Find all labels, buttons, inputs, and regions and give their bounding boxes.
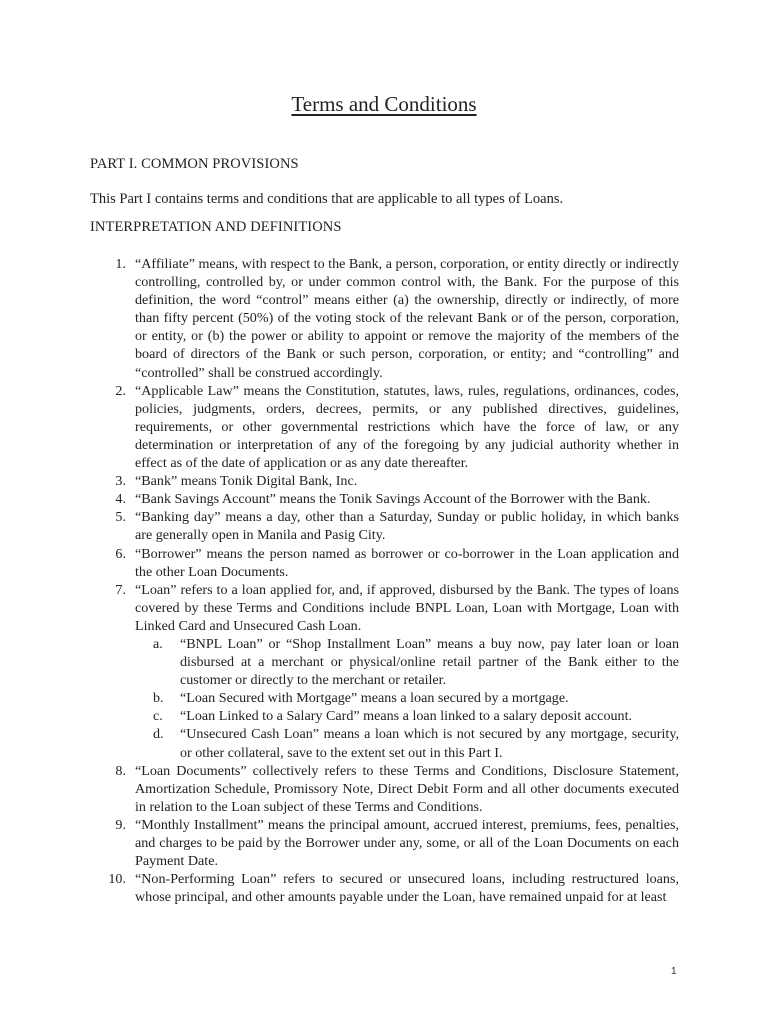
definition-number: 4.	[115, 491, 126, 508]
loan-type-item	[135, 689, 679, 707]
part-heading: PART I. COMMON PROVISIONS	[90, 156, 299, 172]
loan-type-item	[135, 707, 679, 725]
loan-type-letter: a.	[153, 635, 163, 652]
definition-item	[90, 581, 679, 762]
definition-text: “Banking day” means a day, other than a Saturday, Sunday or public holiday, in which banks are generally open in Manila and Pasig City.	[135, 509, 679, 544]
definition-number: 6.	[115, 545, 126, 562]
page-number: 1	[671, 966, 677, 977]
definition-item	[90, 816, 679, 870]
definition-text: “Affiliate” means, with respect to the Bank, a person, corporation, or entity directly or indirectly controlling, controlled by, or under common control with, the Bank. For the purpose of this definition, the word “control” means either (a) the ownership, directly or indirectly, of more than fifty percent (50%) of the voting stock of the relevant Bank or of the person, corporation, or entity, or (b) the power or ability to appoint or remove the majority of the members of the board of directors of the Bank or such person, corporation, or entity; and “controlling” and “controlled” shall be construed accordingly.	[135, 256, 679, 381]
definition-number: 10.	[108, 871, 126, 888]
definition-text: “Loan Documents” collectively refers to these Terms and Conditions, Disclosure Statement, Amortization Schedule, Promissory Note, Direct Debit Form and all other documents executed in relation to the Loan subject of these Terms and Conditions.	[135, 762, 679, 815]
section-heading: INTERPRETATION AND DEFINITIONS	[90, 219, 342, 235]
loan-types-list	[135, 635, 679, 762]
definition-item	[90, 490, 679, 508]
definition-text: “Loan” refers to a loan applied for, and, if approved, disbursed by the Bank. The types of loans covered by these Terms and Conditions include BNPL Loan, Loan with Mortgage, Loan with Linked Card and Unsecured Cash Loan.	[135, 581, 679, 634]
definition-item	[90, 382, 679, 472]
definition-number: 3.	[115, 473, 126, 490]
loan-type-text: “BNPL Loan” or “Shop Installment Loan” means a buy now, pay later loan or loan disbursed at a merchant or physical/online retail partner of the Bank either to the customer or directly to the merchant or retailer.	[180, 635, 679, 689]
definition-item	[90, 545, 679, 581]
definition-item	[90, 255, 679, 382]
definition-text: “Borrower” means the person named as borrower or co-borrower in the Loan application and the other Loan Documents.	[135, 545, 679, 580]
loan-type-text: “Loan Secured with Mortgage” means a loan secured by a mortgage.	[180, 690, 569, 707]
definition-number: 8.	[115, 762, 126, 779]
intro-paragraph: This Part I contains terms and conditions that are applicable to all types of Loans.	[90, 191, 564, 207]
definition-text: “Bank” means Tonik Digital Bank, Inc.	[135, 473, 358, 490]
document-title: Terms and Conditions	[291, 92, 477, 116]
definition-item	[90, 762, 679, 816]
definition-number: 7.	[115, 581, 126, 598]
loan-type-letter: b.	[153, 690, 164, 707]
loan-type-text: “Loan Linked to a Salary Card” means a loan linked to a salary deposit account.	[180, 708, 633, 725]
definition-item	[90, 870, 679, 906]
loan-type-item	[135, 635, 679, 689]
definition-number: 1.	[115, 256, 126, 272]
definition-text: “Monthly Installment” means the principal amount, accrued interest, premiums, fees, penalties, and charges to be paid by the Borrower under any, some, or all of the Loan Documents on each Payment Date.	[135, 816, 679, 870]
definition-text: “Bank Savings Account” means the Tonik Savings Account of the Borrower with the Bank.	[135, 491, 651, 508]
definition-number: 5.	[115, 509, 126, 526]
loan-type-text: “Unsecured Cash Loan” means a loan which is not secured by any mortgage, security, or other collateral, save to the extent set out in this Part I.	[180, 726, 679, 761]
definition-number: 9.	[115, 816, 126, 833]
loan-type-letter: c.	[153, 708, 163, 725]
definition-item	[90, 508, 679, 544]
definition-text: “Applicable Law” means the Constitution, statutes, laws, rules, regulations, ordinances, codes, policies, judgments, orders, decrees, permits, or any published directives, guidelines, requirements, or other governmental restrictions which have the force of law, or any determination or interpretation of any of the foregoing by any judicial authority whether in effect as of the date of application or as any date thereafter.	[135, 382, 679, 472]
loan-type-letter: d.	[153, 726, 164, 743]
definition-item	[90, 472, 679, 490]
loan-type-item	[135, 725, 679, 761]
definitions-list	[90, 255, 679, 906]
definition-text: “Non-Performing Loan” refers to secured or unsecured loans, including restructured loans, whose principal, and other amounts payable under the Loan, have remained unpaid for at least	[135, 871, 679, 906]
definition-number: 2.	[115, 382, 126, 399]
